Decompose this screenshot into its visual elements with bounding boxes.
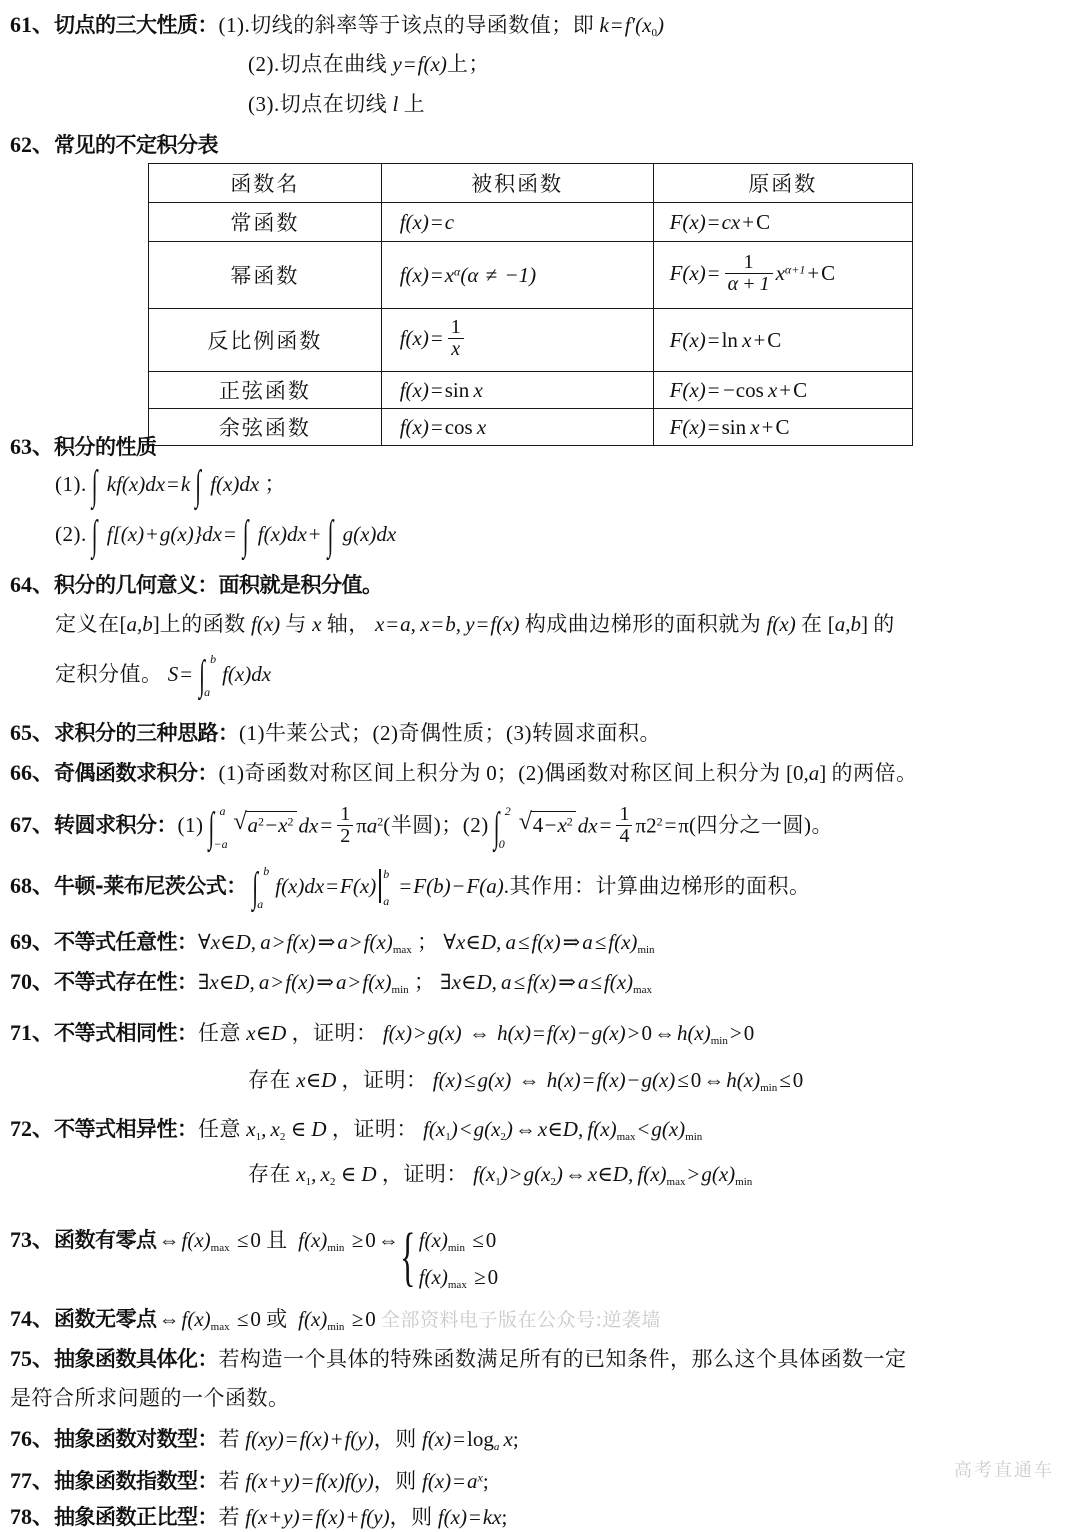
item-77-formula-2: $f(x)=a^x$;: [416, 1469, 489, 1493]
row-antiderivative-constant: F(x)=cx+C: [653, 203, 912, 242]
item-65-colon: ：: [218, 721, 240, 745]
item-66-colon: ：: [197, 761, 219, 785]
item-70-number: 70、: [10, 969, 55, 994]
item-77-colon: ：: [197, 1469, 219, 1493]
item-78-colon: ：: [197, 1505, 219, 1529]
item-71-colon: ：: [177, 1021, 199, 1045]
item-72-any: 任意: [198, 1117, 242, 1141]
item-61-line-1: [10, 8, 1070, 39]
item-75-number: 75、: [10, 1346, 55, 1371]
item-67: [10, 802, 1070, 851]
item-71-exist: 存在: [248, 1068, 291, 1092]
item-66: [10, 756, 1070, 787]
item-72-exist: 存在: [248, 1162, 291, 1186]
item-71-title: 不等式相同性: [54, 1021, 178, 1045]
row-antiderivative-sine: F(x)=−cos x+C: [653, 372, 912, 409]
item-76-formula-2: $f(x)=\log_a$ x;: [416, 1427, 519, 1453]
item-70-title: 不等式存在性: [54, 970, 178, 994]
item-63-line-2: [55, 511, 1070, 559]
item-64-interval-2: [a,b]: [827, 612, 868, 636]
item-77-formula-1: f(x+y)=f(x)f(y): [240, 1469, 374, 1493]
item-61-l1-prefix: (1).: [218, 13, 251, 37]
item-75-line-2: [10, 1382, 1070, 1412]
item-66-a: (1)奇函数对称区间上积分为: [218, 761, 482, 785]
item-71-prove-2: ，证明：: [341, 1068, 428, 1092]
item-72-number: 72、: [10, 1116, 55, 1141]
item-69-formula: ∀x∈D, $a>f(x)\Rightarrow a>f(x)_{max}$ ； ∀x∈D, $a\le f(x)\Rightarrow a\le f(x)_{min}$: [198, 930, 655, 956]
table-row-reciprocal: [149, 309, 913, 372]
item-75-colon: ：: [197, 1347, 219, 1371]
item-73-case-1: $f(x)_{min} \le 0$: [418, 1228, 497, 1254]
item-64-title: 积分的几何意义: [54, 573, 198, 597]
item-72-domain-2: $x_1$, $x_2$ ∈ D: [291, 1162, 382, 1188]
item-63-formula-2: ∫ f[(x)+g(x)}dx= ∫ f(x)dx+ ∫ g(x)dx: [91, 511, 397, 559]
item-64-heading: [10, 568, 1070, 599]
row-antiderivative-reciprocal: F(x)=ln x+C: [653, 309, 912, 372]
item-74-formula-a: $\Leftrightarrow f(x)_{max} \le 0$: [158, 1307, 261, 1333]
item-71-formula-2: f(x)≤g(x) ⇔ $h(x)=f(x)-g(x)\le 0\Leftrightarrow h(x)_{min}\le 0$: [427, 1068, 804, 1094]
item-64-x-axis: x: [306, 612, 327, 636]
item-73-cases: { $f(x)_{min} \le 0$ $f(x)_{max} \ge 0$: [399, 1221, 499, 1294]
item-72-title: 不等式相异性: [54, 1117, 178, 1141]
item-64-s1f: 在: [800, 612, 823, 636]
item-71-domain-1: x∈D: [241, 1021, 292, 1045]
item-71-line-2: [248, 1064, 1070, 1094]
item-61-l1-text: 切线的斜率等于该点的导函数值；即: [250, 13, 595, 37]
item-72-line-2: [248, 1158, 1070, 1188]
item-62-number: 62、: [10, 132, 55, 157]
item-63-title: 积分的性质: [54, 435, 157, 459]
row-name-power: 幂函数: [149, 242, 382, 309]
item-64-fx-1: f(x): [245, 612, 286, 636]
item-76-formula-1: f(xy)=f(x)+f(y): [240, 1427, 374, 1451]
row-antiderivative-power: F(x)= $\frac{1}{\alpha + 1}$ $x^{\alpha+1}+C$: [653, 242, 912, 309]
item-64-interval-1: [a,b]: [119, 612, 160, 636]
item-63-p1: (1).: [55, 471, 87, 496]
item-70: [10, 965, 1070, 996]
item-61-line-3: [248, 88, 1070, 118]
item-78-title: 抽象函数正比型: [54, 1505, 198, 1529]
item-69: [10, 925, 1070, 956]
item-64-line-2: [55, 651, 1070, 699]
item-63-line-1: [55, 461, 1070, 509]
item-73-case-2: $f(x)_{max} \ge 0$: [418, 1264, 499, 1291]
watermark-inline: 全部资料电子版在公众号:逆袭墙: [380, 1309, 661, 1331]
item-71-number: 71、: [10, 1020, 55, 1045]
row-integrand-constant: f(x)=c: [381, 203, 653, 242]
item-73-formula-b: $f(x)_{min}$ ≥0⇔: [287, 1228, 399, 1254]
item-76: [10, 1422, 1070, 1453]
row-name-cosine: 余弦函数: [149, 409, 382, 446]
watermark-corner: 高考直通车: [954, 1460, 1054, 1481]
item-73-formula-a: $\Leftrightarrow f(x)_{max} \le 0$: [158, 1228, 261, 1254]
item-64-s1e: 构成曲边梯形的面积就为: [524, 612, 762, 636]
table-header-row: [149, 164, 913, 203]
item-76-title: 抽象函数对数型: [54, 1427, 198, 1451]
item-64-s1a: 定义在: [55, 612, 120, 636]
item-61-l2-tail: 上；: [446, 52, 490, 76]
item-78-formula-2: f(x)=kx;: [432, 1505, 508, 1529]
item-72-formula-1: $f(x_1)<g(x_2)\Leftrightarrow x\in D$, $f(x)_{max}<g(x)_{min}$: [417, 1117, 703, 1143]
item-67-p1: (1): [177, 813, 204, 838]
item-77-number: 77、: [10, 1468, 55, 1493]
item-64-s1b: 上的函数: [159, 612, 246, 636]
item-76-if: 若: [218, 1427, 241, 1451]
item-68-formula: b ∫ a f(x)dx=F(x) b a =F(b)−F(a): [252, 863, 504, 911]
item-64-number: 64、: [10, 572, 55, 597]
item-76-colon: ：: [197, 1427, 219, 1451]
item-64-s1g: 的: [873, 612, 895, 636]
item-74-number: 74、: [10, 1306, 55, 1331]
item-64-line-1: [55, 608, 1070, 638]
table-header-antiderivative: 原函数: [653, 164, 912, 203]
item-78-then: ，则: [389, 1505, 433, 1529]
table-header-integrand: 被积函数: [381, 164, 653, 203]
item-61-l2-prefix: (2).: [248, 52, 280, 76]
item-66-title: 奇偶函数求积分: [54, 761, 198, 785]
item-62-heading: [10, 128, 1070, 159]
item-72-formula-2: $f(x_1)>g(x_2)\Leftrightarrow x\in D$, $f(x)_{max}>g(x)_{min}$: [467, 1162, 753, 1188]
item-64-colon: ：: [197, 573, 219, 597]
item-69-title: 不等式任意性: [54, 930, 178, 954]
item-66-b: ；(2)偶函数对称区间上积分为: [496, 761, 781, 785]
item-61-title: 切点的三大性质: [54, 13, 198, 37]
item-61-l3-prefix: (3).: [248, 92, 280, 116]
item-74-formula-b: $f(x)_{min} \ge 0$: [287, 1307, 376, 1333]
row-integrand-power: $f(x)=x^\alpha(\alpha \ne -1)$: [381, 242, 653, 309]
item-68: [10, 863, 1070, 911]
item-77: [10, 1464, 1070, 1495]
item-68-number: 68、: [10, 872, 55, 898]
item-75-l1: 若构造一个具体的特殊函数满足所有的已知条件，那么这个具体函数一定: [218, 1347, 907, 1371]
item-74: [10, 1302, 1070, 1333]
table-row-power: [149, 242, 913, 309]
item-70-formula: ∃x∈D, $a>f(x)\Rightarrow a>f(x)_{min}$ ； ∃x∈D, $a\le f(x)\Rightarrow a\le f(x)_{max}$: [198, 970, 652, 996]
item-67-formula-2: 2 ∫ 0 √ $4-x^2$ dx= $\frac{1}{4}$ $\pi 2^2=\pi$: [493, 802, 690, 851]
item-71-any: 任意: [198, 1021, 242, 1045]
item-75-line-1: [10, 1342, 1070, 1373]
item-68-colon: ：: [226, 873, 248, 898]
item-76-then: ，则: [373, 1427, 417, 1451]
row-integrand-reciprocal: f(x)= $\frac{1}{x}$: [381, 309, 653, 372]
item-64-eqs: x=a, x=b, y=f(x): [369, 612, 525, 636]
item-68-tail: .其作用：计算曲边梯形的面积。: [503, 873, 811, 898]
item-74-or: 或: [266, 1307, 288, 1331]
item-71-prove-1: ，证明：: [291, 1021, 378, 1045]
item-67-colon: ：: [156, 813, 178, 838]
item-64-s1d: 轴，: [326, 612, 370, 636]
item-64-fx-2: f(x): [761, 612, 801, 636]
item-72-colon: ：: [177, 1117, 199, 1141]
item-77-then: ，则: [373, 1469, 417, 1493]
item-68-title: 牛顿-莱布尼茨公式: [54, 873, 227, 898]
item-65-number: 65、: [10, 720, 55, 745]
item-78-if: 若: [218, 1505, 241, 1529]
item-65: [10, 716, 1070, 747]
item-71-formula-1: f(x)>g(x) ⇔ $h(x)=f(x)-g(x)>0\Leftrightarrow h(x)_{min}>0$: [377, 1021, 755, 1047]
item-61-l3-tail: 上: [403, 92, 426, 116]
table-header-name: 函数名: [149, 164, 382, 203]
item-73: [10, 1222, 1070, 1296]
item-67-quarter: (四分之一圆)。: [689, 813, 834, 838]
item-65-title: 求积分的三种思路: [54, 721, 219, 745]
item-77-title: 抽象函数指数型: [54, 1469, 198, 1493]
item-66-c: 的两倍。: [831, 761, 918, 785]
table-row-constant: [149, 203, 913, 242]
item-71-domain-2: x∈D: [291, 1068, 342, 1092]
item-64-lead: 面积就是积分值。: [218, 573, 383, 597]
item-62-title: 常见的不定积分表: [54, 133, 219, 157]
item-72-line-1: [10, 1112, 1070, 1143]
item-66-zero: 0: [486, 761, 497, 785]
item-67-p2: (2): [462, 813, 489, 838]
item-61-number: 61、: [10, 12, 55, 37]
item-63-p2: (2).: [55, 521, 87, 546]
item-73-and: 且: [266, 1228, 288, 1252]
item-64-formula-S: S= b ∫ a f(x)dx: [162, 651, 272, 699]
item-70-colon: ：: [177, 970, 199, 994]
item-78: [10, 1500, 1070, 1531]
item-63-formula-1: ∫ kf(x)dx=k ∫ f(x)dx ；: [91, 461, 286, 509]
item-61-line-2: [248, 48, 1070, 78]
item-75-title: 抽象函数具体化: [54, 1347, 198, 1371]
item-64-s1c: 与: [285, 612, 307, 636]
item-67-title: 转圆求积分: [54, 813, 157, 838]
item-66-number: 66、: [10, 760, 55, 785]
item-61-l3-formula: l: [387, 92, 404, 116]
item-72-prove-1: ，证明：: [331, 1117, 418, 1141]
item-61-colon: ：: [197, 13, 219, 37]
item-74-title: 函数无零点: [54, 1307, 157, 1331]
item-73-title: 函数有零点: [54, 1228, 157, 1252]
row-antiderivative-cosine: F(x)=sin x+C: [653, 409, 912, 446]
item-75-l2: 是符合所求问题的一个函数。: [10, 1386, 290, 1410]
item-66-interval: [0,a]: [786, 761, 827, 785]
row-name-constant: 常函数: [149, 203, 382, 242]
item-67-formula-1: a ∫ −a √ $a^2-x^2$ dx= $\frac{1}{2}$ $\pi a^2$: [208, 802, 384, 851]
row-integrand-cosine: f(x)=cos x: [381, 409, 653, 446]
item-72-domain-1: $x_1$, $x_2$ ∈ D: [241, 1117, 332, 1143]
row-name-sine: 正弦函数: [149, 372, 382, 409]
item-61-l2-text: 切点在曲线: [279, 52, 388, 76]
item-63-number: 63、: [10, 434, 55, 459]
item-76-number: 76、: [10, 1426, 55, 1451]
item-65-body: (1)牛莱公式；(2)奇偶性质；(3)转圆求面积。: [239, 721, 661, 745]
item-78-formula-1: f(x+y)=f(x)+f(y): [240, 1505, 390, 1529]
row-integrand-sine: f(x)=sin x: [381, 372, 653, 409]
item-69-number: 69、: [10, 929, 55, 954]
item-61-l3-text: 切点在切线: [279, 92, 388, 116]
item-61-l1-formula: $k=f'(x_0)$: [594, 13, 664, 39]
table-row-sine: [149, 372, 913, 409]
item-67-number: 67、: [10, 812, 55, 838]
item-69-colon: ：: [177, 930, 199, 954]
item-67-half: (半圆)；: [383, 813, 463, 838]
item-72-prove-2: ，证明：: [381, 1162, 468, 1186]
row-name-reciprocal: 反比例函数: [149, 309, 382, 372]
item-71-line-1: [10, 1016, 1070, 1047]
item-78-number: 78、: [10, 1504, 55, 1529]
item-63-heading: [10, 430, 1070, 461]
item-77-if: 若: [218, 1469, 241, 1493]
item-64-s2a: 定积分值。: [55, 661, 163, 686]
integral-table: [148, 163, 913, 446]
item-61-l2-formula: y=f(x): [387, 52, 447, 76]
item-73-number: 73、: [10, 1227, 55, 1252]
